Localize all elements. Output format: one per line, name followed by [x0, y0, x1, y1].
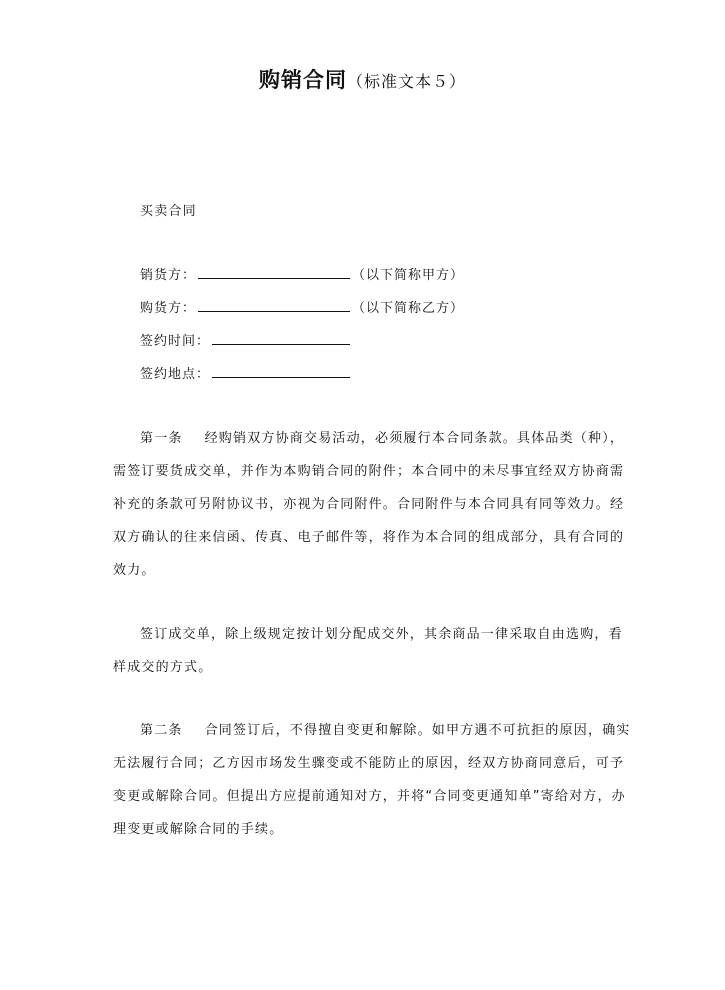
fill-blank[interactable] [198, 265, 350, 279]
article1-line: 补充的条款可另附协议书，亦视为合同附件。合同附件与本合同具有同等效力。经 [113, 497, 625, 512]
field-label: 签约地点： [140, 367, 211, 382]
article1-heading: 第一条 [140, 431, 183, 446]
para2-line: 样成交的方式。 [113, 660, 213, 675]
article1-line: 双方确认的往来信函、传真、电子邮件等，将作为本合同的组成部分，具有合同的 [113, 530, 625, 545]
field-seller [140, 264, 464, 283]
field-sign-place [140, 363, 350, 382]
fill-blank[interactable] [212, 364, 350, 378]
para2-line: 签订成交单，除上级规定按计划分配成交外，其余商品一律采取自由选购，看 [140, 627, 623, 642]
fill-blank[interactable] [212, 331, 350, 345]
article2-heading: 第二条 [140, 723, 183, 738]
article1-line: 第一条 经购销双方协商交易活动，必须履行本合同条款。具体品类（种）， [140, 431, 625, 446]
article2-line: 第二条 合同签订后，不得擅自变更和解除。如甲方遇不可抗拒的原因，确实 [140, 723, 631, 738]
field-buyer [140, 297, 464, 316]
title-sub: （标准文本５） [346, 72, 466, 91]
field-sign-time [140, 330, 350, 349]
article2-line: 变更或解除合同。但提出方应提前通知对方，并将“合同变更通知单”寄给对方，办 [113, 789, 626, 804]
fill-blank[interactable] [198, 298, 350, 312]
field-label: 签约时间： [140, 334, 211, 349]
field-note: （以下简称甲方） [352, 268, 465, 283]
article1-line: 需签订要货成交单，并作为本购销合同的附件；本合同中的未尽事宜经双方协商需 [113, 464, 625, 479]
title-main: 购销合同 [258, 68, 347, 92]
article2-line: 理变更或解除合同的手续。 [113, 822, 284, 837]
article1-line: 效力。 [113, 563, 156, 578]
field-note: （以下简称乙方） [352, 301, 465, 316]
field-label: 销货方： [140, 268, 197, 283]
field-label: 购货方： [140, 301, 197, 316]
article2-line: 无法履行合同；乙方因市场发生骤变或不能防止的原因，经双方协商同意后，可予 [113, 756, 625, 771]
document-title [0, 64, 725, 94]
subtitle: 买卖合同 [140, 204, 197, 219]
